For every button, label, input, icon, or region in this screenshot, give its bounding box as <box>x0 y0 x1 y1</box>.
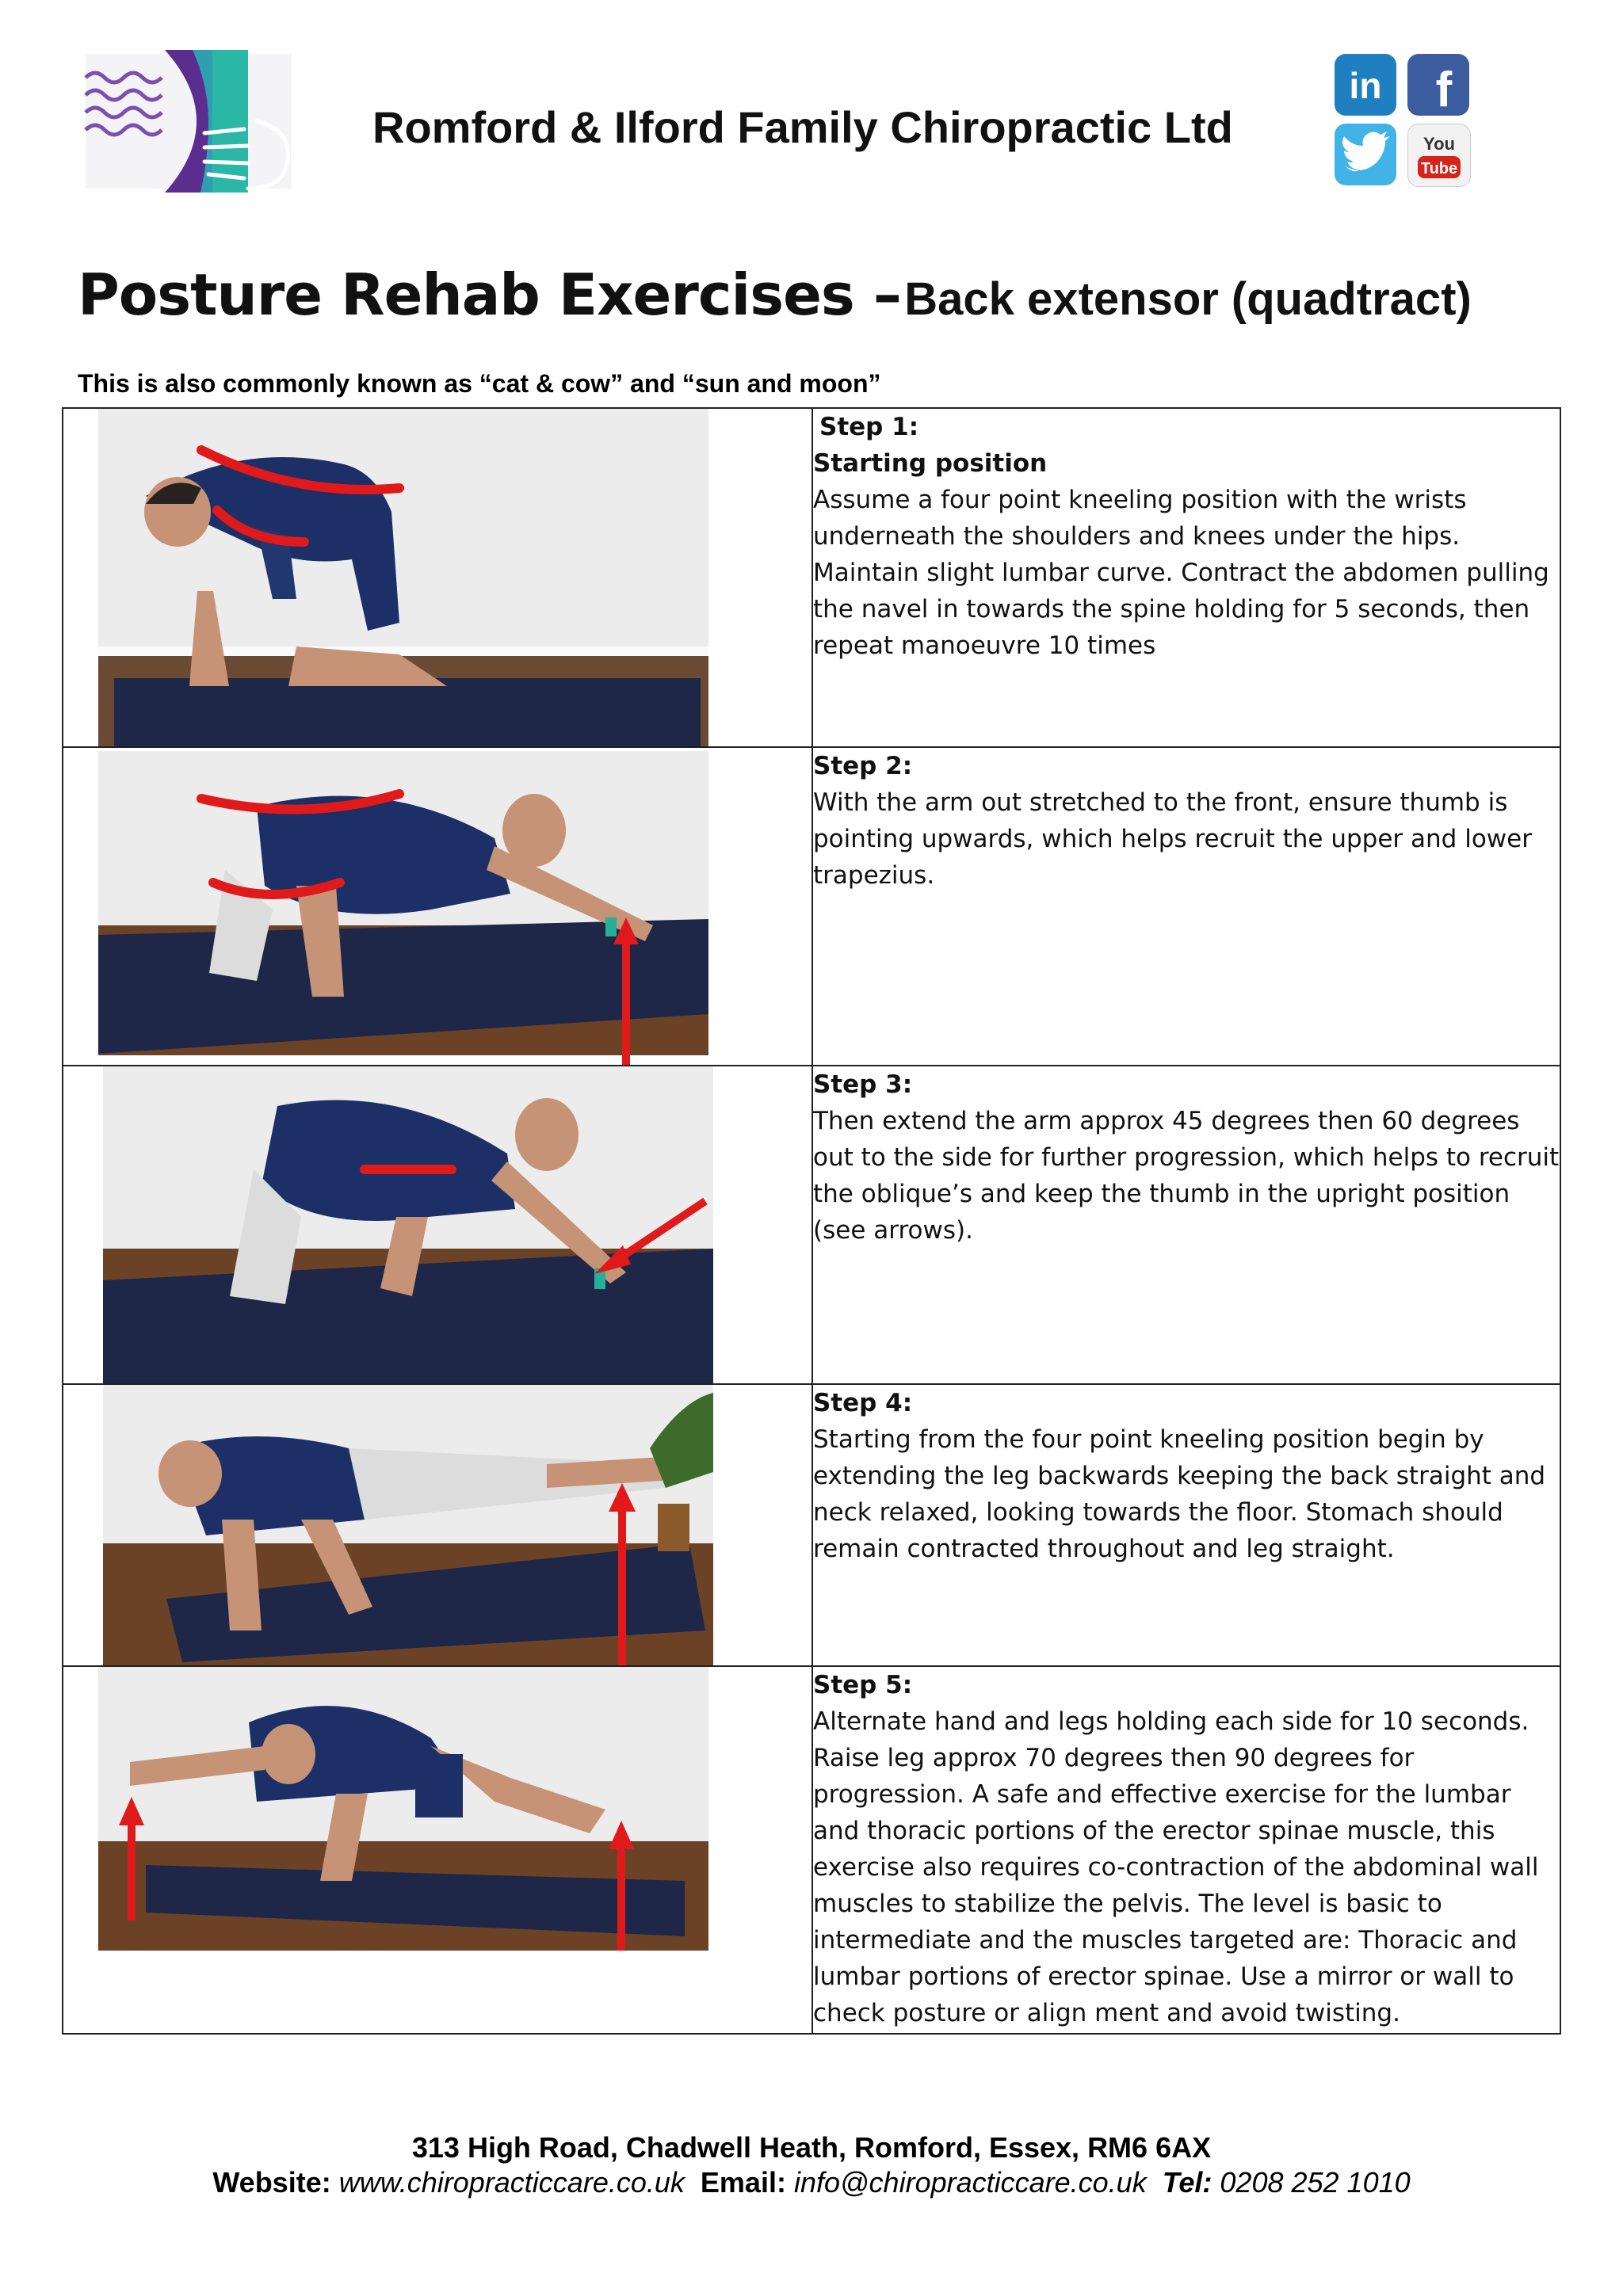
alias-note: This is also commonly known as “cat & cow” and “sun and moon” <box>78 369 881 398</box>
step-row <box>63 1666 1560 2034</box>
svg-text:f: f <box>1435 63 1453 116</box>
step-row <box>63 1384 1560 1666</box>
step-subheading: Starting position <box>813 449 1048 478</box>
step-row <box>63 747 1560 1066</box>
email-label: Email: <box>700 2166 786 2199</box>
step-1-photo <box>98 409 708 746</box>
title-main: Posture Rehab Exercises – <box>78 261 901 328</box>
youtube-icon[interactable] <box>1407 124 1471 187</box>
step-2-text-cell <box>812 747 1560 1066</box>
step-4-photo <box>103 1385 713 1665</box>
website-label: Website: <box>212 2166 331 2199</box>
step-text: Starting from the four point kneeling position begin by extending the leg backwards keeping the back straight and neck relaxed, looking towards the floor. Stomach should remain contracted throughout and leg straight. <box>813 1425 1546 1563</box>
step-heading: Step 3: <box>813 1070 913 1099</box>
step-2-image-cell <box>63 747 812 1066</box>
company-name: Romford & Ilford Family Chiropractic Ltd <box>372 102 1233 152</box>
social-links <box>1335 54 1471 190</box>
step-4-image-cell <box>63 1384 812 1666</box>
tel-label: Tel: <box>1162 2166 1212 2199</box>
step-3-image-cell <box>63 1066 812 1384</box>
step-text: Assume a four point kneeling position with the wrists underneath the shoulders and knees under the hips. Maintain slight lumbar curve. Contract the abdomen pulling the navel in towards the spine holding for 5 seconds, then repeat manoeuvre 10 times <box>813 486 1549 660</box>
step-row <box>63 408 1560 747</box>
step-2-arrow <box>610 913 642 1066</box>
step-1-text-cell <box>812 408 1560 747</box>
linkedin-icon[interactable] <box>1335 54 1396 116</box>
step-1-image-cell <box>63 408 812 747</box>
steps-table <box>62 407 1561 2035</box>
facebook-icon[interactable] <box>1407 54 1469 116</box>
step-heading: Step 2: <box>813 752 913 780</box>
twitter-icon[interactable] <box>1335 124 1396 185</box>
step-heading: Step 1: <box>819 413 919 441</box>
page-title <box>78 261 1472 328</box>
step-5-photo <box>98 1667 708 1951</box>
svg-text:You: You <box>1423 134 1455 154</box>
step-5-image-cell <box>63 1666 812 2034</box>
step-3-text-cell <box>812 1066 1560 1384</box>
svg-text:Tube: Tube <box>1420 160 1458 177</box>
step-text: Then extend the arm approx 45 degrees then 60 degrees out to the side for further progression, which helps to recruit the oblique’s and keep the thumb in the upright position (see arrows). <box>813 1107 1560 1245</box>
svg-text:in: in <box>1349 65 1382 106</box>
title-sub: Back extensor (quadtract) <box>904 273 1472 325</box>
step-5-text-cell <box>812 1666 1560 2034</box>
footer-contact <box>0 2166 1623 2199</box>
footer-address: 313 High Road, Chadwell Heath, Romford, Essex, RM6 6AX <box>411 2131 1212 2164</box>
step-heading: Step 4: <box>813 1389 913 1417</box>
step-4-text-cell <box>812 1384 1560 1666</box>
step-row <box>63 1066 1560 1384</box>
step-text: Alternate hand and legs holding each side for 10 seconds. Raise leg approx 70 degrees then 90 degrees for progression. A safe and effective exercise for the lumbar and thoracic portions of the erector spinae muscle, this exercise also requires co-contraction of the abdominal wall muscles to stabilize the pelvis. The level is basic to intermediate and the muscles targeted are: Thoracic and lumbar portions of erector spinae. Use a mirror or wall to check posture or align ment and avoid twisting. <box>813 1707 1539 2027</box>
step-text: With the arm out stretched to the front, ensure thumb is pointing upwards, which helps recruit the upper and lower trapezius. <box>813 788 1532 890</box>
tel-number[interactable]: 0208 252 1010 <box>1220 2166 1411 2199</box>
email-link[interactable]: info@chiropracticcare.co.uk <box>793 2166 1147 2199</box>
company-logo <box>78 46 300 196</box>
website-link[interactable]: www.chiropracticcare.co.uk <box>338 2166 685 2199</box>
step-heading: Step 5: <box>813 1671 913 1699</box>
step-3-photo <box>103 1066 713 1383</box>
